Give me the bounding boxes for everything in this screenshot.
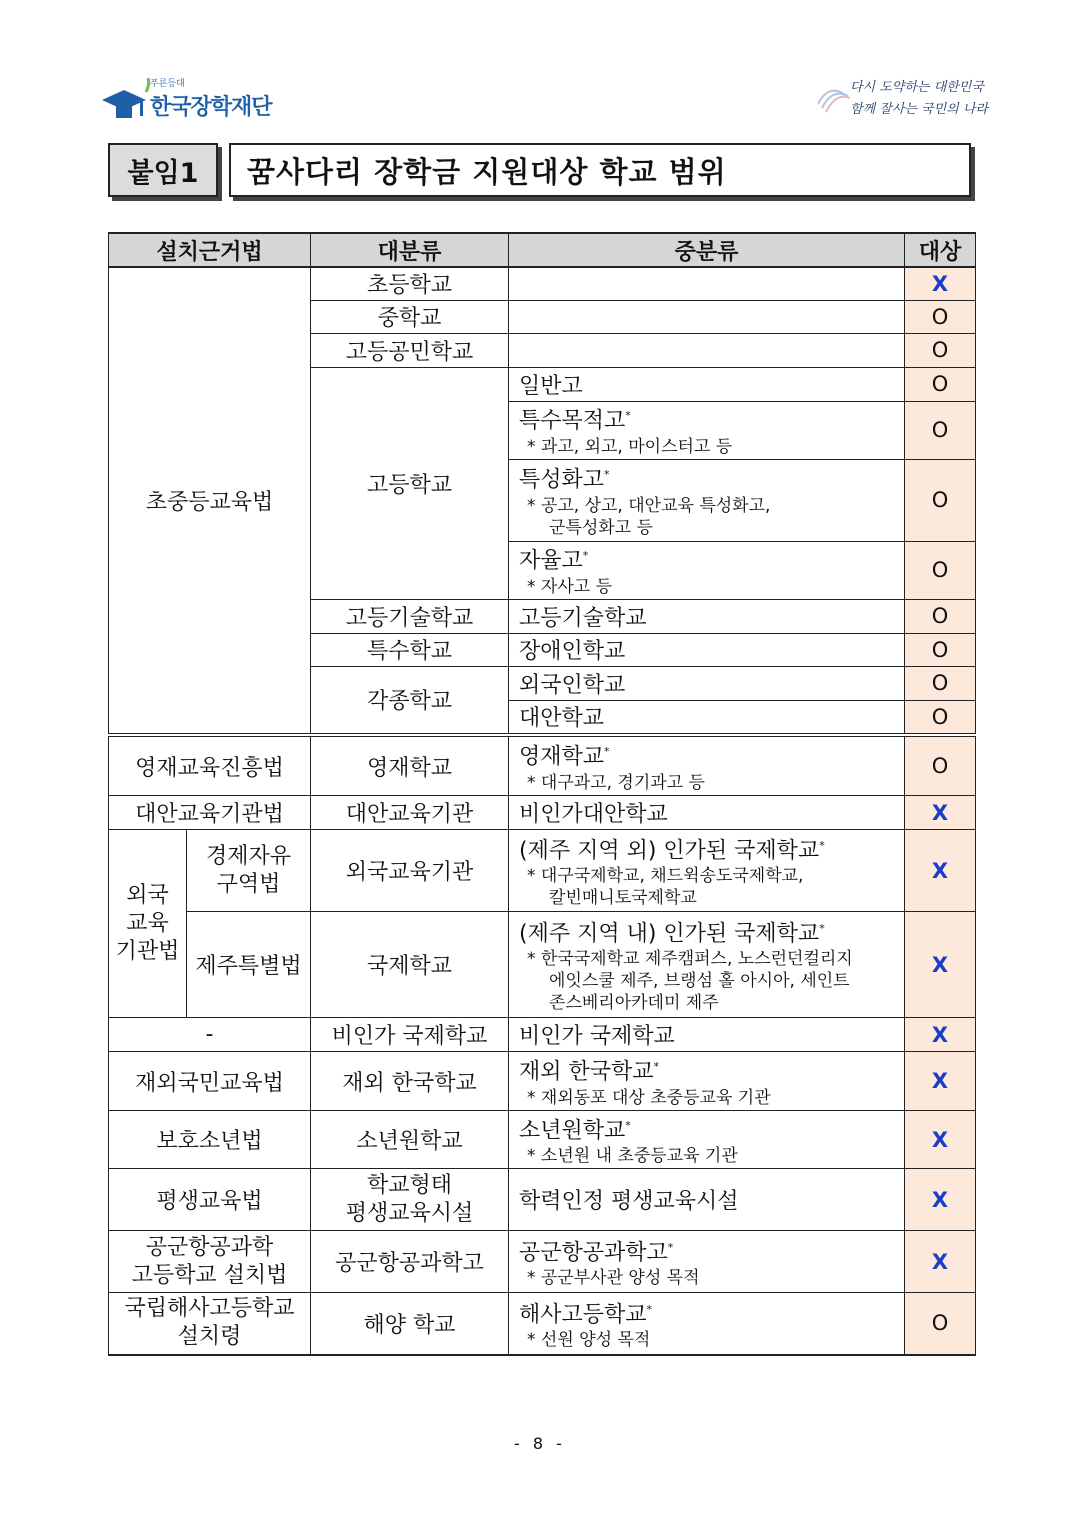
target-x: X — [905, 830, 976, 912]
subcategory-note: 군특성화고 등 — [549, 517, 653, 538]
subcategory-cell: 장애인학교 — [509, 633, 905, 666]
table-row — [109, 267, 976, 300]
law-cell: 공군항공과학 고등학교 설치법 — [109, 1231, 311, 1293]
category-cell: 학교형태 평생교육시설 — [311, 1169, 509, 1231]
category-cell: 영재학교 — [311, 737, 509, 796]
subcategory-cell: 비인가대안학교 — [509, 796, 905, 830]
school-scope-table — [108, 232, 976, 734]
category-cell: 재외 한국학교 — [311, 1052, 509, 1111]
footnote-mark: * — [604, 468, 610, 482]
category-cell: 공군항공과학고 — [311, 1231, 509, 1293]
category-cell: 외국교육기관 — [311, 830, 509, 912]
law-cell: - — [109, 1018, 311, 1052]
table-row — [109, 1231, 976, 1293]
subcategory-cell — [509, 1111, 905, 1169]
subcategory-note: * 대구국제학교, 채드윅송도국제학교, — [527, 866, 804, 887]
target-o: O — [905, 633, 976, 666]
table-row — [109, 1052, 976, 1111]
target-x: X — [905, 1052, 976, 1111]
target-o: O — [905, 737, 976, 796]
target-o: O — [905, 333, 976, 367]
target-o: O — [905, 1293, 976, 1355]
category-cell: 고등기술학교 — [311, 599, 509, 633]
category-cell: 각종학교 — [311, 666, 509, 733]
subcategory-cell: 학력인정 평생교육시설 — [509, 1169, 905, 1231]
subcategory-note: * 대구과고, 경기과고 등 — [527, 772, 705, 793]
subcategory-note: * 공군부사관 양성 목적 — [527, 1268, 700, 1289]
target-x: X — [905, 267, 976, 300]
category-cell: 고등공민학교 — [311, 333, 509, 367]
target-o: O — [905, 599, 976, 633]
attachment-badge: 붙임1 — [108, 143, 218, 197]
table-row — [109, 796, 976, 830]
subcategory-cell — [509, 1293, 905, 1355]
subcategory-cell — [509, 912, 905, 1018]
subcategory-cell: 일반고 — [509, 367, 905, 401]
header-law: 설치근거법 — [109, 233, 311, 267]
law-cell: 외국 교육 기관법 — [109, 830, 187, 1018]
slogan-line-2: 함께 잘사는 국민의 나라 — [850, 102, 988, 117]
subcategory-note: * 재외동포 대상 초중등교육 기관 — [527, 1087, 771, 1108]
subcategory-note: * 공고, 상고, 대안교육 특성화고, — [527, 495, 771, 516]
table-row — [109, 830, 976, 912]
subcategory-cell — [509, 401, 905, 459]
target-o: O — [905, 300, 976, 333]
subcategory-cell: 비인가 국제학교 — [509, 1018, 905, 1052]
footnote-mark: * — [819, 921, 825, 935]
law-cell: 초중등교육법 — [109, 267, 311, 733]
footnote-mark: * — [604, 745, 610, 759]
target-o: O — [905, 401, 976, 459]
target-x: X — [905, 1231, 976, 1293]
footnote-mark: * — [625, 409, 631, 423]
school-scope-table-continued — [108, 736, 976, 1356]
subcategory-label: 재외 한국학교 — [519, 1059, 654, 1085]
subcategory-label: (제주 지역 내) 인가된 국제학교 — [519, 921, 820, 947]
subcategory-note: * 소년원 내 초중등교육 기관 — [527, 1146, 738, 1167]
target-x: X — [905, 912, 976, 1018]
subcategory-label: 공군항공과학고 — [519, 1240, 668, 1266]
subcategory-note: 존스베리아카데미 제주 — [549, 993, 719, 1014]
category-cell: 해양 학교 — [311, 1293, 509, 1355]
law-cell: 보호소년법 — [109, 1111, 311, 1169]
table-row — [109, 737, 976, 796]
subcategory-label: 자율고 — [519, 548, 583, 574]
subcategory-note: * 선원 양성 목적 — [527, 1329, 651, 1350]
footnote-mark: * — [625, 1118, 631, 1132]
subcategory-label: 해사고등학교 — [519, 1301, 647, 1327]
subcategory-label: (제주 지역 외) 인가된 국제학교 — [519, 838, 820, 864]
category-cell: 특수학교 — [311, 633, 509, 666]
category-cell: 초등학교 — [311, 267, 509, 300]
target-x: X — [905, 1169, 976, 1231]
subcategory-label: 소년원학교 — [519, 1118, 626, 1144]
footnote-mark: * — [582, 549, 589, 563]
slogan-line-1: 다시 도약하는 대한민국 — [850, 80, 984, 95]
footnote-mark: * — [819, 838, 825, 852]
law-cell: 국립해사고등학교 설치령 — [109, 1293, 311, 1355]
category-cell: 대안교육기관 — [311, 796, 509, 830]
category-cell: 고등학교 — [311, 367, 509, 599]
subcategory-note: 에잇스쿨 제주, 브랭섬 홀 아시아, 세인트 — [549, 971, 850, 992]
subcategory-cell: 고등기술학교 — [509, 599, 905, 633]
footnote-mark: * — [646, 1302, 653, 1316]
law-cell: 영재교육진흥법 — [109, 737, 311, 796]
target-x: X — [905, 1018, 976, 1052]
law-cell: 재외국민교육법 — [109, 1052, 311, 1111]
law-cell: 대안교육기관법 — [109, 796, 311, 830]
subcategory-note: * 과고, 외고, 마이스터고 등 — [527, 436, 733, 457]
target-o: O — [905, 541, 976, 599]
header-category: 대분류 — [311, 233, 509, 267]
subcategory-cell — [509, 541, 905, 599]
subcategory-note: * 한국국제학교 제주캠퍼스, 노스런던컬리지 — [527, 949, 853, 970]
table-header-row — [109, 233, 976, 267]
table-row — [109, 1018, 976, 1052]
page-title: 꿈사다리 장학금 지원대상 학교 범위 — [229, 143, 971, 197]
subcategory-cell — [509, 459, 905, 541]
target-x: X — [905, 796, 976, 830]
law-cell: 평생교육법 — [109, 1169, 311, 1231]
subcategory-cell — [509, 1052, 905, 1111]
category-cell: 중학교 — [311, 300, 509, 333]
target-o: O — [905, 459, 976, 541]
target-x: X — [905, 1111, 976, 1169]
subcategory-cell — [509, 300, 905, 333]
table-row — [109, 1169, 976, 1231]
target-o: O — [905, 367, 976, 401]
category-cell: 비인가 국제학교 — [311, 1018, 509, 1052]
subcategory-cell: 외국인학교 — [509, 666, 905, 700]
category-cell: 국제학교 — [311, 912, 509, 1018]
subcategory-cell — [509, 333, 905, 367]
subcategory-cell: 대안학교 — [509, 700, 905, 733]
table-row — [109, 912, 976, 1018]
header-target: 대상 — [905, 233, 976, 267]
header-subcategory: 중분류 — [509, 233, 905, 267]
subcategory-cell — [509, 267, 905, 300]
law-cell: 경제자유 구역법 — [187, 830, 311, 912]
subcategory-note: * 자사고 등 — [527, 576, 613, 597]
target-o: O — [905, 666, 976, 700]
footnote-mark: * — [667, 1240, 674, 1254]
logo-name: 한국장학재단 — [150, 95, 272, 120]
category-cell: 소년원학교 — [311, 1111, 509, 1169]
subcategory-cell — [509, 737, 905, 796]
target-o: O — [905, 700, 976, 733]
page-number: - 8 - — [514, 1434, 566, 1453]
subcategory-label: 영재학교 — [519, 744, 605, 770]
subcategory-cell — [509, 830, 905, 912]
table-row — [109, 1111, 976, 1169]
logo-subtitle: 푸른등대 — [150, 79, 185, 89]
table-row — [109, 1293, 976, 1355]
law-cell: 제주특별법 — [187, 912, 311, 1018]
subcategory-label: 특성화고 — [519, 467, 605, 493]
subcategory-cell — [509, 1231, 905, 1293]
footnote-mark: * — [653, 1060, 660, 1074]
subcategory-label: 특수목적고 — [519, 408, 626, 434]
subcategory-note: 칼빈매니토국제학교 — [549, 888, 697, 909]
